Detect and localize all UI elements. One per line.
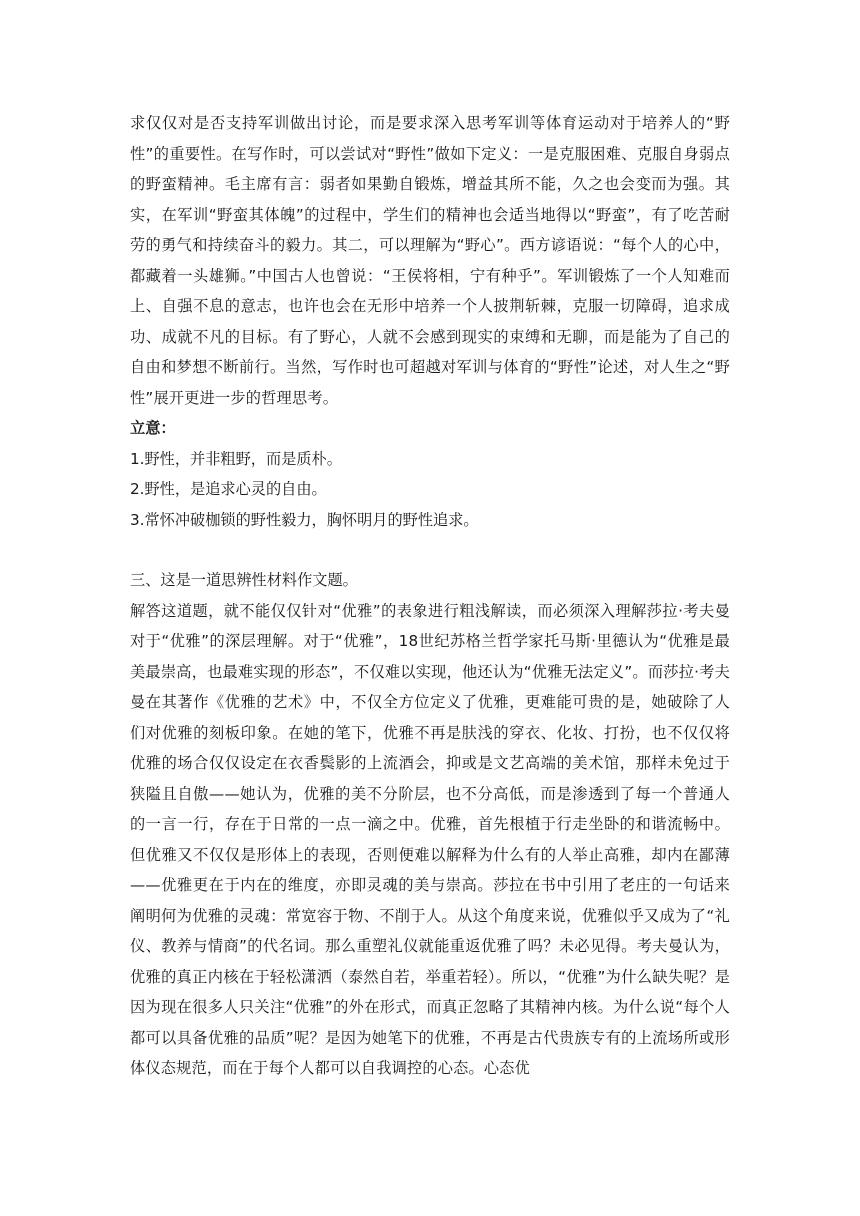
section-two-paragraph: 求仅仅对是否支持军训做出讨论，而是要求深入思考军训等体育运动对于培养人的“野性”的重要性。在写作时，可以尝试对“野性”做如下定义：一是克服困难、克服自身弱点的野蛮精神。毛主席有言：弱者如果勤自锻炼，增益其所不能，久之也会变而为强。其实，在军训“野蛮其体魄”的过程中，学生们的精神也会适当地得以“野蛮”，有了吃苦耐劳的勇气和持续奋斗的毅力。其二，可以理解为“野心”。西方谚语说：“每个人的心中，都藏着一头雄狮。”中国古人也曾说：“王侯将相，宁有种乎”。军训锻炼了一个人知难而上、自强不息的意志，也许也会在无形中培养一个人披荆斩棘，克服一切障碍，追求成功、成就不凡的目标。有了野心，人就不会感到现实的束缚和无聊，而是能为了自己的自由和梦想不断前行。当然，写作时也可超越对军训与体育的“野性”论述，对人生之“野性”展开更进一步的哲理思考。	[130, 114, 730, 407]
theme-point-1: 1.野性，并非粗野，而是质朴。	[130, 449, 342, 468]
section-spacer	[130, 535, 730, 565]
theme-point-3: 3.常怀冲破枷锁的野性毅力，胸怀明月的野性追求。	[130, 510, 479, 529]
section-three-paragraph: 解答这道题，就不能仅仅针对“优雅”的表象进行粗浅解读，而必须深入理解莎拉·考夫曼对于“优雅”的深层理解。对于“优雅”，18世纪苏格兰哲学家托马斯·里德认为“优雅是最美最崇高，也最难实现的形态”，不仅难以实现，他还认为“优雅无法定义”。而莎拉·考夫曼在其著作《优雅的艺术》中，不仅全方位定义了优雅，更难能可贵的是，她破除了人们对优雅的刻板印象。在她的笔下，优雅不再是肤浅的穿衣、化妆、打扮，也不仅仅将优雅的场合仅仅设定在衣香鬓影的上流酒会，抑或是文艺高端的美术馆，那样未免过于狭隘且自傲——她认为，优雅的美不分阶层，也不分高低，而是渗透到了每一个普通人的一言一行，存在于日常的一点一滴之中。优雅，首先根植于行走坐卧的和谐流畅中。但优雅又不仅仅是形体上的表现，否则便难以解释为什么有的人举止高雅，却内在鄙薄——优雅更在于内在的维度，亦即灵魂的美与崇高。莎拉在书中引用了老庄的一句话来阐明何为优雅的灵魂：常宽容于物、不削于人。从这个角度来说，优雅似乎又成为了“礼仪、教养与情商”的代名词。那么重塑礼仪就能重返优雅了吗？未必见得。考夫曼认为，优雅的真正内核在于轻松潇洒（泰然自若，举重若轻）。所以，“优雅”为什么缺失呢？是因为现在很多人只关注“优雅”的外在形式，而真正忽略了其精神内核。为什么说“每个人都可以具备优雅的品质”呢？是因为她笔下的优雅，不再是古代贵族专有的上流场所或形体仪态规范，而在于每个人都可以自我调控的心态。心态优	[130, 601, 730, 1077]
theme-heading: 立意：	[130, 419, 176, 437]
document-content	[130, 108, 730, 1084]
section-three-title: 三、这是一道思辨性材料作文题。	[130, 571, 358, 589]
theme-point-2: 2.野性，是追求心灵的自由。	[130, 480, 327, 498]
